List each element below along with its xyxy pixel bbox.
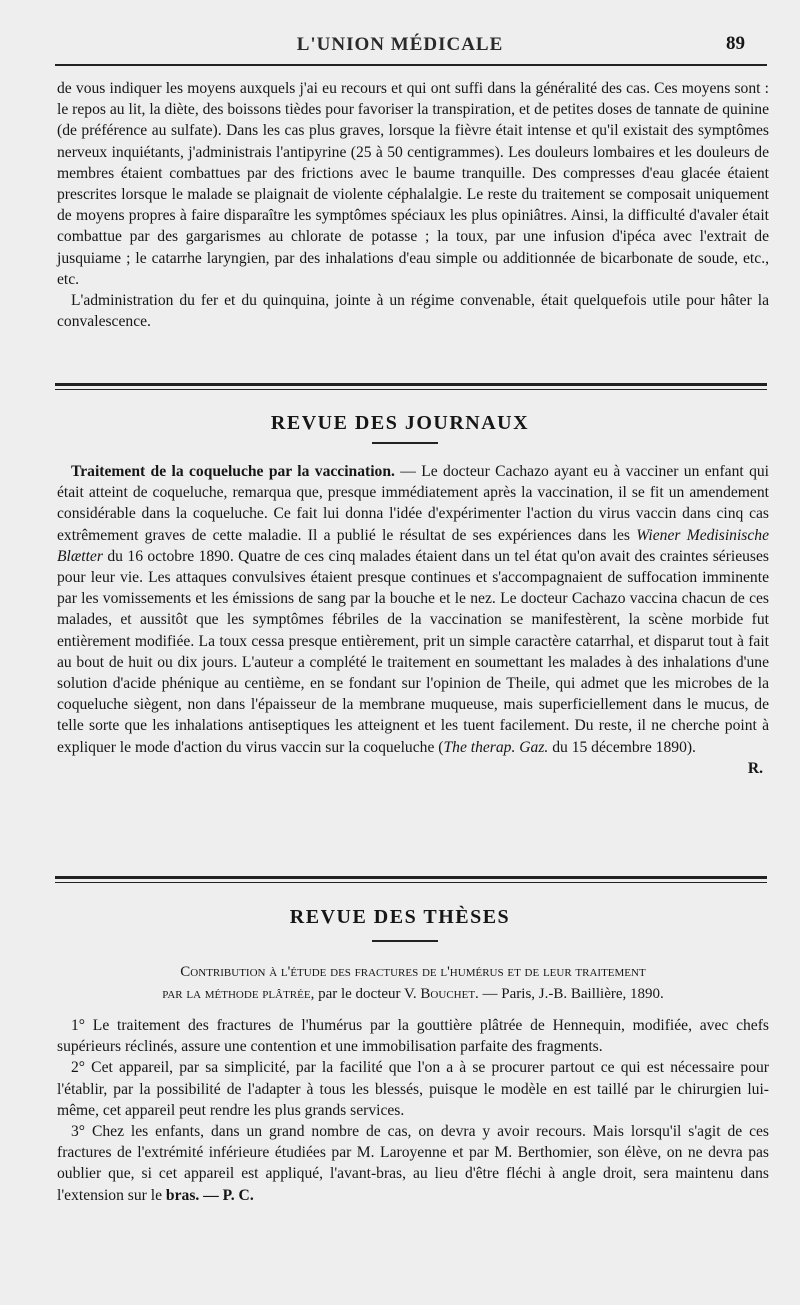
title-underline xyxy=(372,442,438,444)
section-rule-thick xyxy=(55,383,767,386)
signature: — P. C. xyxy=(199,1186,254,1204)
journal-name: Wiener Medisinische Blætter xyxy=(57,526,769,565)
running-title: L'UNION MÉDICALE xyxy=(296,34,504,55)
list-item: 1° Le traitement des fractures de l'humérus par la gouttière plâtrée de Hennequin, modifiée, avec chefs supérieurs réclinés, assure une contention et une immobilisation parfaite des fragments. xyxy=(57,1017,769,1056)
list-item: 3° Chez les enfants, dans un grand nombre de cas, on devra y avoir recours. Mais lorsqu'il s'agit de ces fractures de l'extrémité inférieure étudiées par M. Laroyenne et par M. Berthomier, son élève, on ne devra pas oublier que, si cet appareil est appliqué, l'avant-bras, au lieu d'être fléchi à angle droit, sera maintenu dans l'extension sur le bras. — P. C. xyxy=(57,1123,769,1204)
page-number: 89 xyxy=(726,33,745,54)
top-text-block xyxy=(57,78,769,332)
list-item: 2° Cet appareil, par sa simplicité, par la facilité que l'on a à se procurer partout ce qui est nécessaire pour l'établir, par la possibilité de l'adapter à tous les blessés, puisque le modèle en est taillé par le chirurgien lui-même, cet appareil peut rendre les plus grands services. xyxy=(57,1059,769,1119)
article-paragraph: Traitement de la coqueluche par la vaccination. — Le docteur Cachazo ayant eu à vacciner un enfant qui était atteint de coqueluche, remarqua que, presque immédiatement après la vaccination, il se fit un amendement considérable dans la coqueluche. Ce fait lui donna l'idée d'expérimenter l'action du virus vaccin dans cinq cas extrêmement graves de cette maladie. Il a publié le résultat de ses expériences dans les Wiener Medisinische Blætter du 16 octobre 1890. Quatre de ces cinq malades étaient dans un tel état qu'on avait des craintes sérieuses pour leur vie. Les attaques convulsives étaient presque continues et s'accompagnaient de suffocation imminente par les vomissements et les émissions de sang par la bouche et le nez. Le docteur Cachazo vaccina chacun de ces malades, et aussitôt que les symptômes fébriles de la vaccination se manifestèrent, la scène morbide fut entièrement modifiée. La toux cessa presque entièrement, prit un simple caractère catarrhal, et disparut tout à fait au bout de huit ou dix jours. L'auteur a complété le traitement en soumettant les malades à des inhalations d'une solution d'acide phénique au centième, en se fondant sur l'opinion de Theile, qui admet que les microbes de la coqueluche siègent, non dans l'épaisseur de la membrane muqueuse, mais superficiellement dans le mucus, de telle sorte que les inhalations antiseptiques les atteignent et les tuent facilement. Du reste, il ne cherche point à expliquer le mode d'action du virus vaccin sur la coqueluche (The therap. Gaz. du 15 décembre 1890). xyxy=(57,463,770,756)
paragraph: de vous indiquer les moyens auxquels j'ai eu recours et qui ont suffi dans la généralité des cas. Ces moyens sont : le repos au lit, la diète, des boissons tièdes pour favoriser la transpiration, et de petites doses de tannate de quinine (de préférence au sulfate). Dans les cas plus graves, lorsque la fièvre était intense et qu'il existait des symptômes nerveux inquiétants, j'administrais l'antipyrine (25 à 50 centigrammes). Les douleurs lombaires et les douleurs de membres étaient combattues par des frictions avec le baume tranquille. Des compresses d'eau glacée étaient prescrites lorsque le malade se plaignait de violente céphalalgie. Le reste du traitement se composait uniquement de moyens propres à faire disparaître les symptômes spéciaux les plus opiniâtres. Ainsi, la difficulté d'avaler était combattue par des gargarismes au chlorate de potasse ; la toux, par une infusion d'ipéca avec l'extrait de jusquiame ; le catarrhe laryngien, par des inhalations d'eau simple ou additionnée de bicarbonate de soude, etc., etc. xyxy=(57,80,769,288)
header-rule xyxy=(55,64,767,66)
title-underline xyxy=(372,940,438,942)
thesis-heading: Contribution à l'étude des fractures de l'humérus et de leur traitement par la méthode plâtrée, par le docteur V. Bouchet. — Paris, J.-B. Baillière, 1890. xyxy=(162,964,664,1002)
section-rule-thick xyxy=(55,876,767,879)
paragraph: L'administration du fer et du quinquina, jointe à un régime convenable, était quelquefois utile pour hâter la convalescence. xyxy=(57,292,769,331)
section-title-revue-des-journaux: REVUE DES JOURNAUX xyxy=(270,412,530,434)
article-title: Traitement de la coqueluche par la vaccination. xyxy=(71,463,395,480)
citation: The therap. Gaz. xyxy=(443,738,549,756)
thesis-conclusions xyxy=(57,1015,769,1206)
signature: R. xyxy=(747,759,763,777)
section-rule-thin xyxy=(55,882,767,883)
journal-article xyxy=(57,461,769,779)
section-rule-thin xyxy=(55,389,767,390)
thesis-author: Bouchet xyxy=(420,986,476,1002)
section-title-revue-des-theses: REVUE DES THÈSES xyxy=(289,906,511,928)
